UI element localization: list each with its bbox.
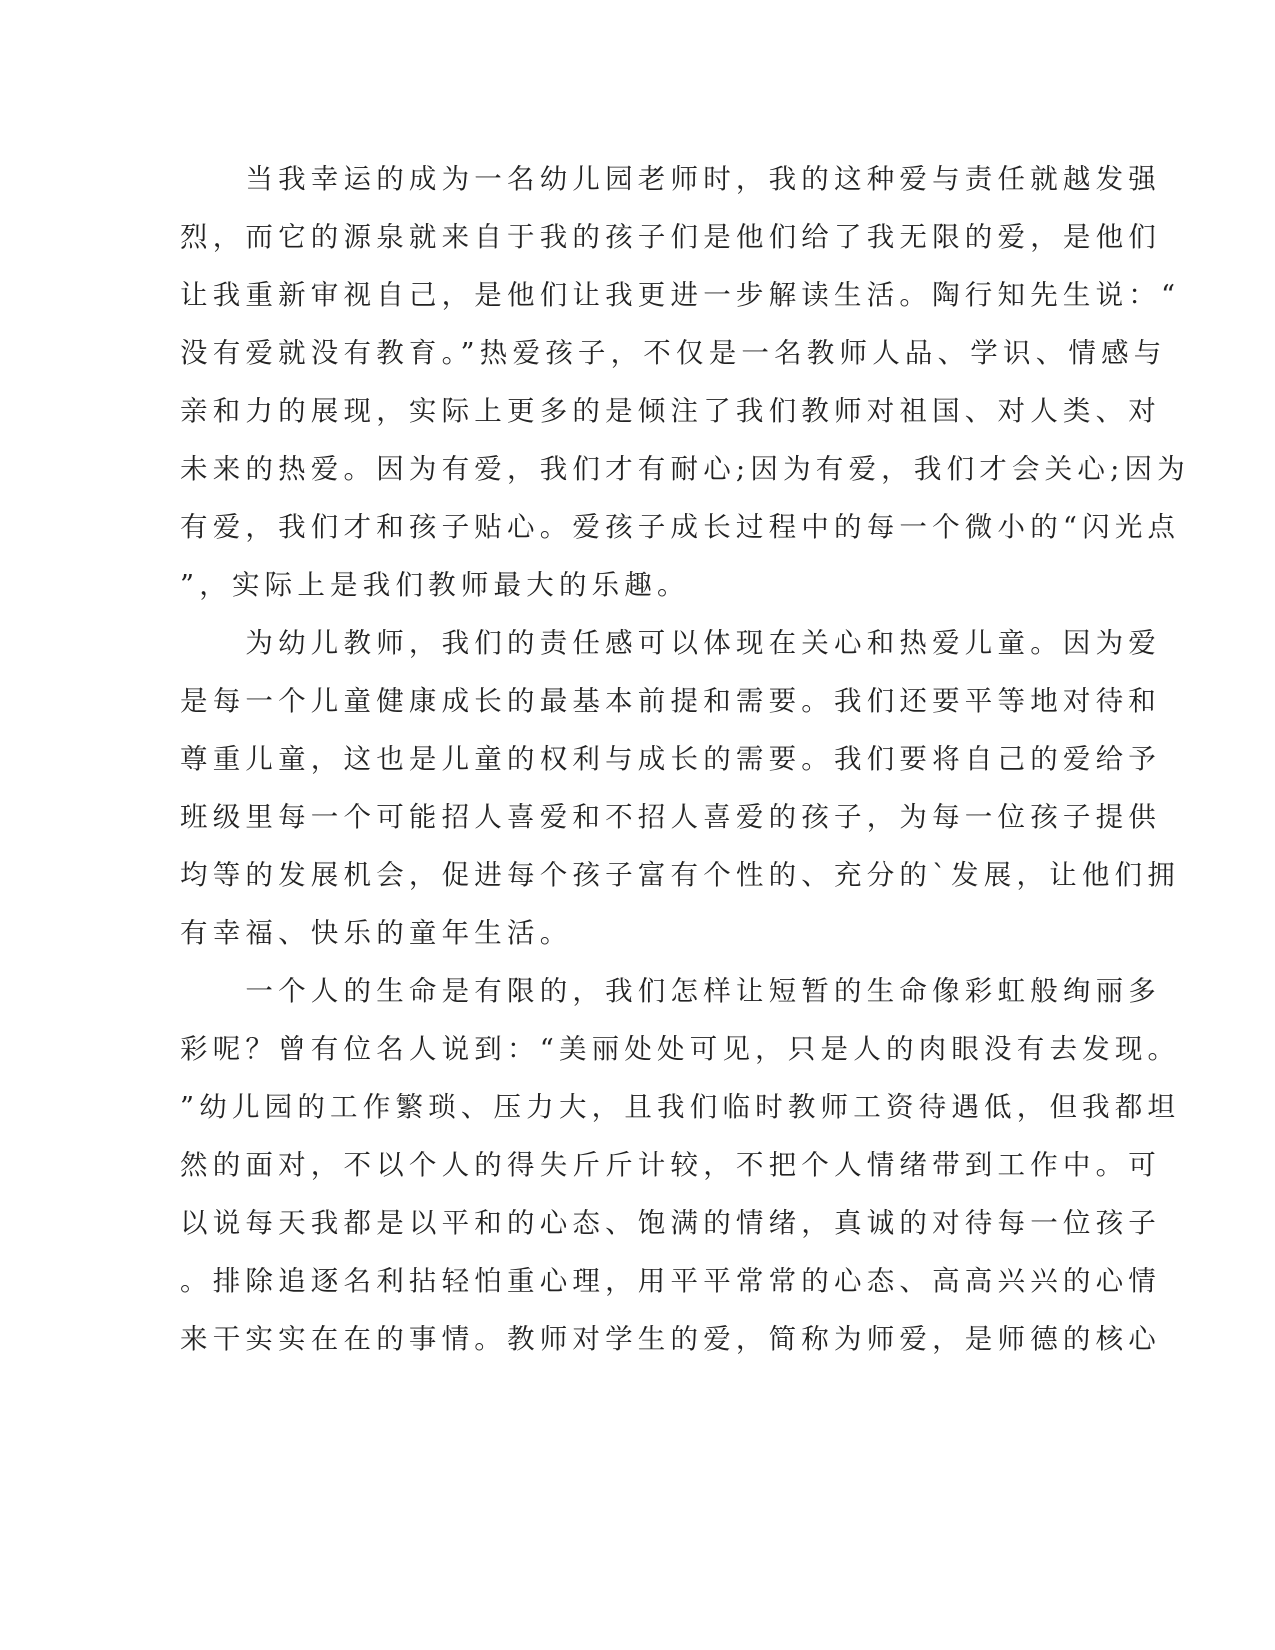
text-line: 然的面对，不以个人的得失斤斤计较，不把个人情绪带到工作中。可 <box>180 1149 1161 1181</box>
text-line: ”幼儿园的工作繁琐、压力大，且我们临时教师工资待遇低，但我都坦 <box>180 1091 1181 1123</box>
paragraph-2 <box>180 614 1180 962</box>
text-line: 当我幸运的成为一名幼儿园老师时，我的这种爱与责任就越发强 <box>180 163 1161 195</box>
text-line: 为幼儿教师，我们的责任感可以体现在关心和热爱儿童。因为爱 <box>180 627 1161 659</box>
text-line: 有幸福、快乐的童年生活。 <box>180 917 573 949</box>
text-line: 。排除追逐名利拈轻怕重心理，用平平常常的心态、高高兴兴的心情 <box>180 1265 1161 1297</box>
text-line: 让我重新审视自己，是他们让我更进一步解读生活。陶行知先生说：“ <box>180 279 1181 311</box>
text-line: 来干实实在在的事情。教师对学生的爱，简称为师爱，是师德的核心 <box>180 1323 1161 1355</box>
text-line: 有爱，我们才和孩子贴心。爱孩子成长过程中的每一个微小的“闪光点 <box>180 511 1181 543</box>
text-line: 没有爱就没有教育。”热爱孩子，不仅是一名教师人品、学识、情感与 <box>180 337 1167 369</box>
text-line: 班级里每一个可能招人喜爱和不招人喜爱的孩子，为每一位孩子提供 <box>180 801 1161 833</box>
paragraph-3 <box>180 962 1181 1368</box>
text-line: 未来的热爱。因为有爱，我们才有耐心;因为有爱，我们才会关心;因为 <box>180 453 1190 485</box>
text-line: ”，实际上是我们教师最大的乐趣。 <box>180 569 690 601</box>
text-line: 一个人的生命是有限的，我们怎样让短暂的生命像彩虹般绚丽多 <box>180 975 1161 1007</box>
text-line: 彩呢？曾有位名人说到：“美丽处处可见，只是人的肉眼没有去发现。 <box>180 1033 1181 1065</box>
document-body <box>180 150 1190 1368</box>
text-line: 亲和力的展现，实际上更多的是倾注了我们教师对祖国、对人类、对 <box>180 395 1161 427</box>
text-line: 均等的发展机会，促进每个孩子富有个性的、充分的`发展，让他们拥 <box>180 859 1180 891</box>
text-line: 是每一个儿童健康成长的最基本前提和需要。我们还要平等地对待和 <box>180 685 1161 717</box>
paragraph-1 <box>180 150 1190 614</box>
text-line: 烈，而它的源泉就来自于我的孩子们是他们给了我无限的爱，是他们 <box>180 221 1161 253</box>
text-line: 尊重儿童，这也是儿童的权利与成长的需要。我们要将自己的爱给予 <box>180 743 1161 775</box>
text-line: 以说每天我都是以平和的心态、饱满的情绪，真诚的对待每一位孩子 <box>180 1207 1161 1239</box>
